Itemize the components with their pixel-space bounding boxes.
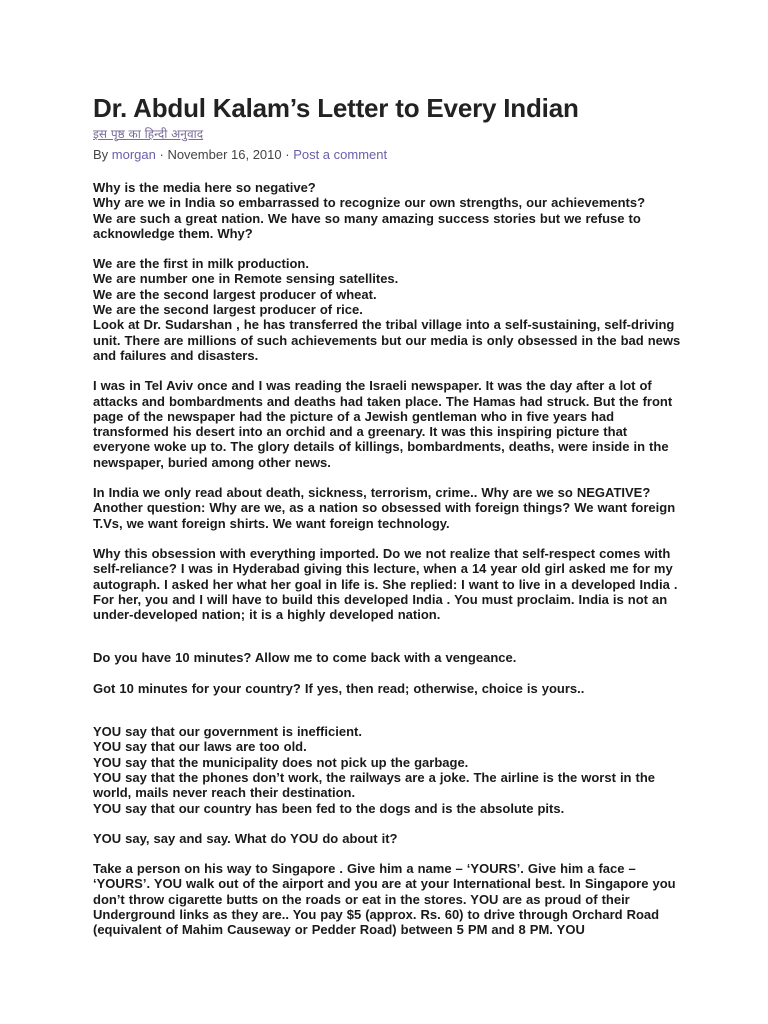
article-paragraph: In India we only read about death, sickness, terrorism, crime.. Why are we so NEGATIVE? Another question: Why are we, as a nation so obsessed with foreign things? We want foreign T.Vs, we want foreign shirts. We want foreign technology. — [93, 485, 676, 531]
byline — [93, 146, 683, 164]
author-link[interactable]: morgan — [111, 147, 156, 162]
article-paragraph: YOU say that our government is inefficient. YOU say that our laws are too old. YOU say that the municipality does not pick up the garbage. YOU say that the phones don’t work, the railways are a joke. The airline is the worst in the world, mails never reach their destination. YOU say that our country has been fed to the dogs and is the absolute pits. — [93, 724, 656, 816]
post-comment-link[interactable]: Post a comment — [293, 147, 388, 162]
article-title: Dr. Abdul Kalam’s Letter to Every Indian — [93, 93, 579, 123]
article-paragraph: Do you have 10 minutes? Allow me to come back with a vengeance. — [93, 650, 517, 666]
hindi-translation-link[interactable]: इस पृष्ठ का हिन्दी अनुवाद — [93, 127, 204, 141]
article-paragraph: Why is the media here so negative? Why are we in India so embarrassed to recognize our own strengths, our achievements? We are such a great nation. We have so many amazing success stories but we refuse to acknowledge them. Why? — [93, 180, 646, 241]
byline-separator: · — [155, 147, 168, 162]
byline-by: By — [93, 147, 109, 162]
article-paragraph: We are the first in milk production. We are number one in Remote sensing satellites. We are the second largest producer of wheat. We are the second largest producer of rice. Look at Dr. Sudarshan , he has transferred the tribal village into a self-sustaining, self-driving unit. There are millions of such achievements but our media is only obsessed in the bad news and failures and disasters. — [93, 256, 681, 363]
article-paragraph: Got 10 minutes for your country? If yes, then read; otherwise, choice is yours.. — [93, 680, 585, 696]
byline-separator: · — [281, 147, 294, 162]
post-date: November 16, 2010 — [167, 147, 282, 162]
article-paragraph: YOU say, say and say. What do YOU do about it? — [93, 830, 398, 846]
article-paragraph: I was in Tel Aviv once and I was reading the Israeli newspaper. It was the day after a lot of attacks and bombardments and deaths had taken place. The Hamas had struck. But the front page of the newspaper had the picture of a Jewish gentleman who in five years had transformed his desert into an orchid and a greenary. It was this inspiring picture that everyone woke up to. The glory details of killings, bombardments, deaths, were inside in the newspaper, buried among other news. — [93, 378, 673, 470]
article-body — [93, 180, 683, 938]
article-paragraph: Take a person on his way to Singapore . Give him a name – ‘YOURS’. Give him a face – ‘YOURS’. YOU walk out of the airport and you are at your International best. In Singapore you don’t throw cigarette butts on the roads or eat in the stores. YOU are as proud of their Underground links as they are.. You pay $5 (approx. Rs. 60) to drive through Orchard Road (equivalent of Mahim Causeway or Pedder Road) between 5 PM and 8 PM. YOU — [93, 861, 676, 938]
article — [93, 92, 683, 953]
article-paragraph: Why this obsession with everything imported. Do we not realize that self-respect comes with self-reliance? I was in Hyderabad giving this lecture, when a 14 year old girl asked me for my autograph. I asked her what her goal in life is. She replied: I want to live in a developed India . For her, you and I will have to build this developed India . You must proclaim. India is not an under-developed nation; it is a highly developed nation. — [93, 545, 678, 623]
